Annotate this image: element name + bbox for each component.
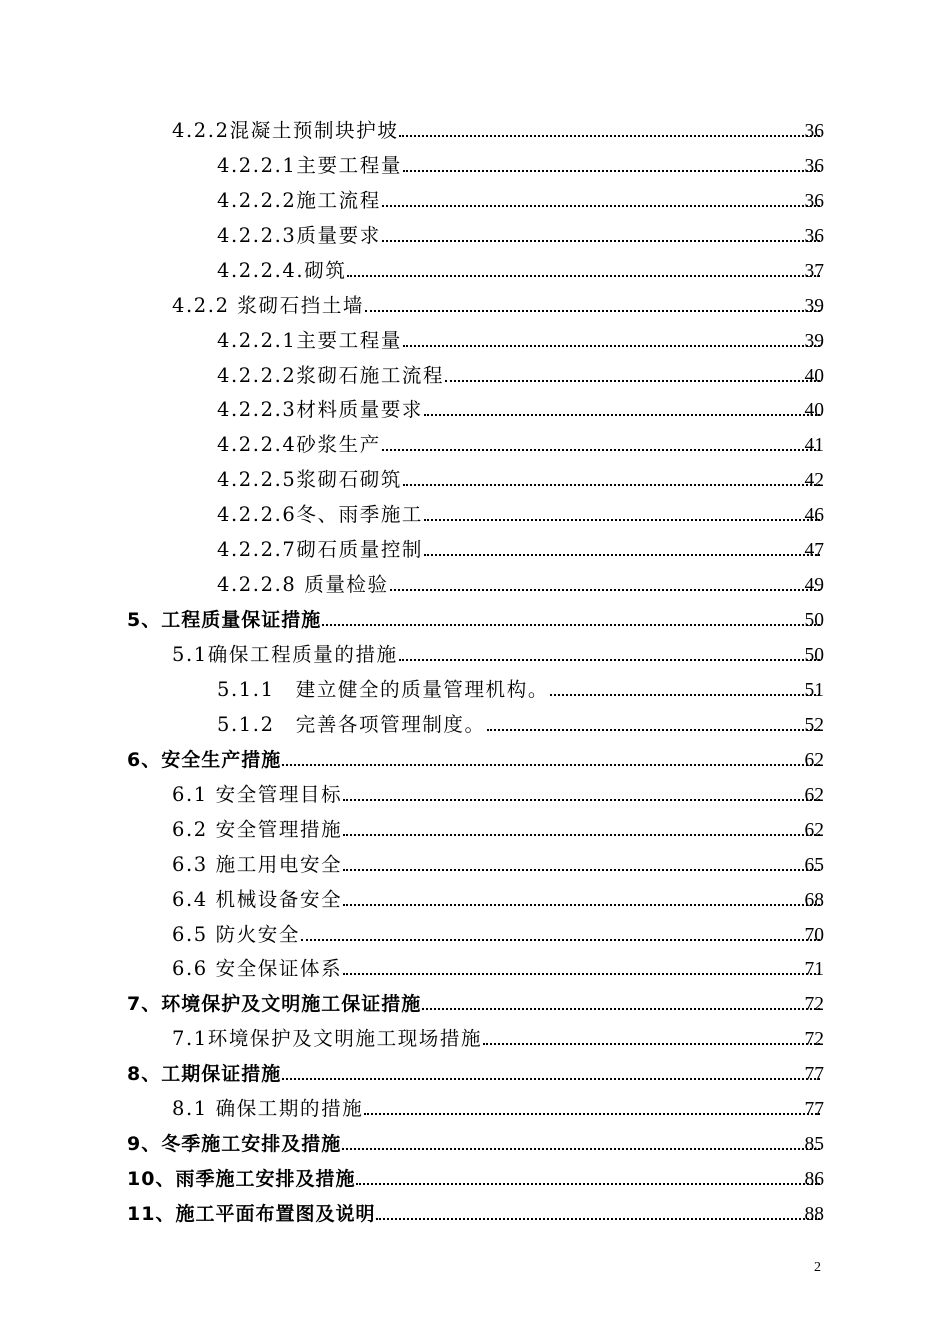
toc-entry[interactable] bbox=[0, 812, 950, 847]
toc-dot-leader bbox=[347, 275, 820, 277]
toc-entry-label-wrap bbox=[172, 1093, 822, 1121]
toc-entry-title: 4.2.2.2浆砌石施工流程 bbox=[217, 363, 445, 387]
toc-entry-title: 4.2.2.4.砌筑 bbox=[217, 258, 347, 282]
toc-entry[interactable] bbox=[0, 672, 950, 707]
toc-entry-title: 5、工程质量保证措施 bbox=[127, 609, 322, 632]
toc-entry-page: 62 bbox=[804, 784, 824, 806]
toc-entry[interactable] bbox=[0, 917, 950, 952]
toc-entry-title: 4.2.2.7砌石质量控制 bbox=[217, 538, 424, 562]
toc-entry[interactable] bbox=[0, 1056, 950, 1091]
toc-entry[interactable] bbox=[0, 532, 950, 567]
toc-entry-title: 7、环境保护及文明施工保证措施 bbox=[127, 993, 422, 1016]
toc-entry-page: 88 bbox=[804, 1204, 824, 1225]
toc-entry-title: 6.6 安全保证体系 bbox=[172, 957, 343, 981]
toc-entry[interactable] bbox=[0, 218, 950, 253]
toc-dot-leader bbox=[356, 1183, 820, 1185]
toc-dot-leader bbox=[382, 240, 820, 242]
toc-entry-label-wrap bbox=[217, 255, 822, 283]
toc-entry[interactable] bbox=[0, 742, 950, 777]
toc-entry-title: 4.2.2.1主要工程量 bbox=[217, 328, 402, 352]
toc-dot-leader bbox=[424, 519, 820, 521]
toc-dot-leader bbox=[422, 1008, 820, 1010]
toc-entry-page: 77 bbox=[804, 1064, 824, 1086]
toc-dot-leader bbox=[382, 205, 820, 207]
toc-entry-page: 47 bbox=[804, 540, 824, 562]
toc-dot-leader bbox=[403, 484, 820, 486]
toc-entry-page: 37 bbox=[804, 260, 824, 282]
toc-entry-label-wrap bbox=[127, 1059, 822, 1086]
toc-entry-label-wrap bbox=[217, 499, 822, 527]
toc-dot-leader bbox=[343, 834, 820, 836]
toc-entry-label-wrap bbox=[217, 569, 822, 597]
toc-entry-title: 4.2.2.4砂浆生产 bbox=[217, 433, 381, 457]
toc-entry[interactable] bbox=[0, 497, 950, 532]
toc-entry[interactable] bbox=[0, 847, 950, 882]
toc-entry-page: 86 bbox=[804, 1169, 824, 1191]
toc-entry[interactable] bbox=[0, 323, 950, 358]
toc-entry[interactable] bbox=[0, 1161, 950, 1196]
toc-entry-label-wrap bbox=[172, 919, 822, 947]
toc-entry-page: 50 bbox=[804, 645, 824, 666]
toc-entry-title: 4.2.2.2施工流程 bbox=[217, 188, 381, 212]
toc-entry[interactable] bbox=[0, 882, 950, 917]
toc-entry-page: 77 bbox=[804, 1099, 824, 1121]
toc-entry[interactable] bbox=[0, 427, 950, 462]
toc-entry[interactable] bbox=[0, 393, 950, 428]
toc-dot-leader bbox=[445, 380, 820, 382]
toc-entry[interactable] bbox=[0, 952, 950, 987]
toc-entry-page: 49 bbox=[804, 575, 824, 597]
toc-entry-label-wrap bbox=[127, 989, 822, 1016]
toc-entry-label-wrap bbox=[127, 1199, 822, 1226]
toc-entry-title: 6.4 机械设备安全 bbox=[172, 887, 343, 911]
toc-entry[interactable] bbox=[0, 183, 950, 218]
toc-dot-leader bbox=[301, 939, 820, 941]
toc-dot-leader bbox=[282, 764, 820, 766]
toc-entry-label-wrap bbox=[172, 849, 822, 877]
toc-entry-label-wrap bbox=[172, 1023, 822, 1051]
toc-entry-title: 4.2.2.5浆砌石砌筑 bbox=[217, 468, 402, 492]
toc-entry[interactable] bbox=[0, 602, 950, 637]
toc-entry-page: 71 bbox=[804, 959, 824, 981]
toc-entry-label-wrap bbox=[217, 220, 822, 248]
toc-entry-page: 41 bbox=[804, 435, 824, 457]
toc-entry-label-wrap bbox=[172, 814, 822, 842]
toc-entry-label-wrap bbox=[172, 953, 822, 981]
page-number: 2 bbox=[814, 1260, 821, 1275]
toc-entry-label-wrap bbox=[172, 290, 822, 318]
toc-entry-title: 5.1.2 完善各项管理制度。 bbox=[217, 712, 486, 736]
toc-entry-page: 70 bbox=[804, 924, 824, 946]
toc-entry[interactable] bbox=[0, 253, 950, 288]
toc-entry-title: 4.2.2.6冬、雨季施工 bbox=[217, 503, 424, 527]
toc-dot-leader bbox=[365, 310, 820, 312]
toc-entry-title: 5.1确保工程质量的措施 bbox=[172, 643, 398, 666]
toc-dot-leader bbox=[322, 624, 820, 626]
toc-dot-leader bbox=[382, 449, 820, 451]
toc-entry-label-wrap bbox=[172, 779, 822, 807]
toc-dot-leader bbox=[343, 869, 820, 871]
toc-entry-label-wrap bbox=[172, 884, 822, 912]
toc-dot-leader bbox=[342, 1148, 820, 1150]
toc-entry[interactable] bbox=[0, 1091, 950, 1126]
toc-entry-label-wrap bbox=[127, 1129, 822, 1156]
toc-entry-label-wrap bbox=[127, 605, 822, 632]
toc-entry-label-wrap bbox=[217, 394, 822, 422]
toc-entry-page: 36 bbox=[804, 225, 824, 247]
toc-entry-title: 11、施工平面布置图及说明 bbox=[127, 1203, 376, 1225]
toc-entry-label-wrap bbox=[172, 639, 822, 667]
toc-entry-page: 50 bbox=[804, 610, 824, 632]
toc-dot-leader bbox=[424, 554, 820, 556]
toc-dot-leader bbox=[399, 135, 820, 137]
toc-entry-page: 72 bbox=[804, 994, 824, 1016]
toc-entry-page: 40 bbox=[804, 365, 824, 387]
toc-entry-title: 5.1.1 建立健全的质量管理机构。 bbox=[217, 677, 549, 701]
toc-entry-label-wrap bbox=[217, 185, 822, 213]
toc-entry[interactable] bbox=[0, 113, 950, 148]
toc-dot-leader bbox=[487, 729, 820, 731]
toc-entry-title: 6.2 安全管理措施 bbox=[172, 817, 343, 841]
toc-entry[interactable] bbox=[0, 637, 950, 672]
toc-entry-page: 46 bbox=[804, 505, 824, 527]
toc-entry[interactable] bbox=[0, 707, 950, 742]
toc-entry-label-wrap bbox=[217, 534, 822, 562]
toc-dot-leader bbox=[424, 414, 820, 416]
toc-dot-leader bbox=[364, 1113, 820, 1115]
table-of-contents bbox=[0, 113, 950, 1231]
toc-entry-page: 36 bbox=[804, 120, 824, 142]
toc-entry-label-wrap bbox=[127, 745, 822, 772]
toc-dot-leader bbox=[282, 1078, 820, 1080]
toc-entry-page: 42 bbox=[804, 470, 824, 492]
toc-entry-label-wrap bbox=[127, 1164, 822, 1191]
toc-dot-leader bbox=[403, 345, 820, 347]
toc-dot-leader bbox=[550, 694, 820, 696]
toc-entry-label-wrap bbox=[217, 150, 822, 178]
toc-entry-page: 65 bbox=[804, 854, 824, 876]
toc-entry[interactable] bbox=[0, 288, 950, 323]
toc-dot-leader bbox=[399, 659, 820, 661]
toc-entry-title: 4.2.2混凝土预制块护坡 bbox=[172, 118, 399, 142]
toc-entry-page: 72 bbox=[804, 1029, 824, 1051]
toc-dot-leader bbox=[343, 973, 820, 975]
toc-dot-leader bbox=[403, 170, 820, 172]
toc-entry[interactable] bbox=[0, 1021, 950, 1056]
toc-entry-page: 39 bbox=[804, 295, 824, 317]
toc-entry-page: 52 bbox=[804, 714, 824, 736]
toc-entry-label-wrap bbox=[217, 325, 822, 353]
toc-dot-leader bbox=[376, 1218, 820, 1220]
toc-entry-title: 7.1环境保护及文明施工现场措施 bbox=[172, 1027, 483, 1051]
toc-entry-title: 4.2.2 浆砌石挡土墙 bbox=[172, 293, 365, 317]
toc-entry-label-wrap bbox=[172, 115, 822, 143]
toc-dot-leader bbox=[343, 904, 820, 906]
toc-entry[interactable] bbox=[0, 986, 950, 1021]
toc-entry-title: 6.3 施工用电安全 bbox=[172, 852, 343, 876]
toc-entry-title: 8.1 确保工期的措施 bbox=[172, 1097, 364, 1121]
toc-entry-title: 6、安全生产措施 bbox=[127, 748, 282, 771]
toc-entry[interactable] bbox=[0, 462, 950, 497]
toc-entry[interactable] bbox=[0, 777, 950, 812]
toc-entry-label-wrap bbox=[217, 360, 822, 388]
toc-entry[interactable] bbox=[0, 1126, 950, 1161]
toc-entry-title: 4.2.2.8 质量检验 bbox=[217, 573, 389, 597]
toc-entry-title: 10、雨季施工安排及措施 bbox=[127, 1168, 356, 1191]
toc-entry-title: 6.1 安全管理目标 bbox=[172, 782, 343, 806]
toc-entry-title: 4.2.2.1主要工程量 bbox=[217, 153, 402, 177]
toc-entry[interactable] bbox=[0, 1196, 950, 1231]
toc-entry[interactable] bbox=[0, 358, 950, 393]
toc-entry-title: 4.2.2.3质量要求 bbox=[217, 223, 381, 247]
toc-dot-leader bbox=[390, 589, 820, 591]
toc-entry[interactable] bbox=[0, 148, 950, 183]
toc-entry-page: 62 bbox=[804, 819, 824, 841]
toc-entry-page: 40 bbox=[804, 400, 824, 422]
toc-entry-page: 68 bbox=[804, 889, 824, 911]
toc-entry-title: 9、冬季施工安排及措施 bbox=[127, 1133, 342, 1156]
toc-dot-leader bbox=[343, 799, 820, 801]
toc-entry[interactable] bbox=[0, 567, 950, 602]
toc-entry-label-wrap bbox=[217, 674, 822, 702]
toc-entry-label-wrap bbox=[217, 709, 822, 737]
toc-entry-page: 39 bbox=[804, 330, 824, 352]
toc-entry-page: 85 bbox=[804, 1134, 824, 1156]
toc-entry-page: 51 bbox=[804, 679, 824, 701]
toc-entry-label-wrap bbox=[217, 429, 822, 457]
toc-dot-leader bbox=[483, 1043, 820, 1045]
toc-entry-title: 6.5 防火安全 bbox=[172, 922, 301, 946]
toc-entry-page: 62 bbox=[804, 749, 824, 771]
toc-entry-label-wrap bbox=[217, 464, 822, 492]
toc-entry-page: 36 bbox=[804, 155, 824, 177]
toc-entry-title: 4.2.2.3材料质量要求 bbox=[217, 398, 424, 422]
toc-entry-page: 36 bbox=[804, 190, 824, 212]
toc-entry-title: 8、工期保证措施 bbox=[127, 1063, 282, 1086]
